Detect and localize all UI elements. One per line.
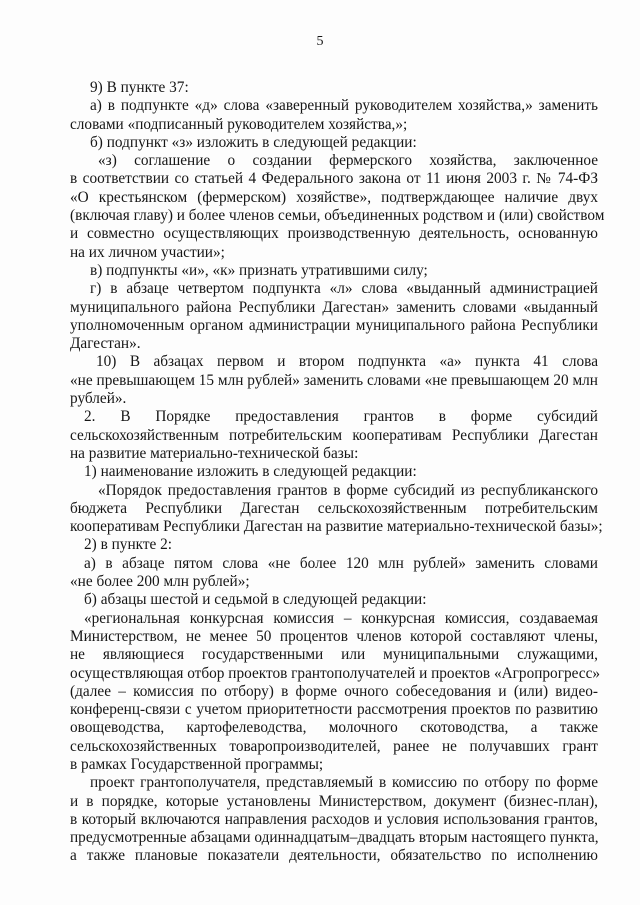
- text-line: 10) В абзацах первом и втором подпункта «а» пункта 41 слова: [96, 353, 598, 371]
- page-number: 5: [316, 34, 324, 49]
- text-line: не являющиеся государственными или муниципальными служащими,: [70, 646, 598, 664]
- text-line: рублей».: [70, 390, 127, 408]
- text-line: в рамках Государственной программы;: [70, 755, 324, 773]
- text-line: 2) в пункте 2:: [84, 536, 173, 554]
- text-line: бюджета Республики Дагестан сельскохозяйственным потребительским: [70, 499, 598, 517]
- text-line: Министерством, не менее 50 процентов членов которой составляют члены,: [70, 627, 598, 645]
- text-line: проект грантополучателя, представляемый в комиссию по отбору по форме: [90, 774, 598, 792]
- text-line: б) подпункт «з» изложить в следующей редакции:: [90, 133, 417, 151]
- text-line: «з) соглашение о создании фермерского хозяйства, заключенное: [98, 152, 598, 170]
- text-line: кооперативам Республики Дагестан на развитие материально-технической базы»;: [70, 518, 603, 536]
- text-line: 1) наименование изложить в следующей редакции:: [84, 463, 417, 481]
- text-line: «не более 200 млн рублей»;: [70, 573, 250, 591]
- text-line: уполномоченным органом администрации муниципального района Республики: [70, 316, 598, 334]
- text-line: осуществляющая отбор проектов грантополучателей и проектов «Агропрогресс»: [70, 664, 601, 682]
- text-line: предусмотренные абзацами одиннадцатым–двадцать вторым настоящего пункта,: [70, 829, 599, 847]
- text-line: Дагестан».: [70, 335, 141, 353]
- text-line: и в порядке, которые установлены Министерством, документ (бизнес-план),: [70, 792, 598, 810]
- text-line: на их личном участии»;: [70, 243, 225, 261]
- text-line: «не превышающем 15 млн рублей» заменить словами «не превышающем 20 млн: [70, 371, 598, 389]
- text-line: «региональная конкурсная комиссия – конкурсная комиссия, создаваемая: [84, 609, 598, 627]
- text-line: (далее – комиссия по отбору) в форме очного собеседования и (или) видео-: [70, 682, 598, 700]
- text-line: на развитие материально-технической базы:: [70, 444, 359, 462]
- text-line: г) в абзаце четвертом подпункта «л» слова «выданный администрацией: [90, 280, 598, 298]
- text-line: в) подпункты «и», «к» признать утратившими силу;: [90, 261, 428, 279]
- text-line: конференц-связи с учетом приоритетности рассмотрения проектов по развитию: [70, 701, 598, 719]
- text-line: словами «подписанный руководителем хозяйства,»;: [70, 115, 408, 133]
- text-line: сельскохозяйственным потребительским кооперативам Республики Дагестан: [70, 426, 598, 444]
- text-line: а) в абзаце пятом слова «не более 120 млн рублей» заменить словами: [84, 554, 598, 572]
- text-line: а также плановые показатели деятельности, обязательство по исполнению: [70, 847, 598, 865]
- text-line: 2. В Порядке предоставления грантов в форме субсидий: [84, 408, 598, 426]
- text-line: в соответствии со статьей 4 Федерального закона от 11 июня 2003 г. № 74-ФЗ: [70, 170, 598, 188]
- text-line: «О крестьянском (фермерском) хозяйстве», подтверждающее наличие двух: [70, 188, 598, 206]
- document-body: [70, 79, 605, 866]
- text-line: (включая главу) и более членов семьи, объединенных родством и (или) свойством: [70, 207, 605, 225]
- text-line: и совместно осуществляющих производственную деятельность, основанную: [70, 225, 598, 243]
- text-line: б) абзацы шестой и седьмой в следующей редакции:: [84, 591, 427, 609]
- text-line: а) в подпункте «д» слова «заверенный руководителем хозяйства,» заменить: [90, 97, 598, 115]
- text-line: овощеводства, картофелеводства, молочного скотоводства, а также: [70, 719, 598, 737]
- text-line: муниципального района Республики Дагестан» заменить словами «выданный: [70, 298, 598, 316]
- text-line: 9) В пункте 37:: [90, 79, 189, 96]
- text-line: сельскохозяйственных товаропроизводителей, ранее не получавших грант: [70, 737, 598, 755]
- text-line: «Порядок предоставления грантов в форме субсидий из республиканского: [98, 481, 598, 499]
- text-line: в который включаются направления расходов и условия использования грантов,: [70, 810, 598, 828]
